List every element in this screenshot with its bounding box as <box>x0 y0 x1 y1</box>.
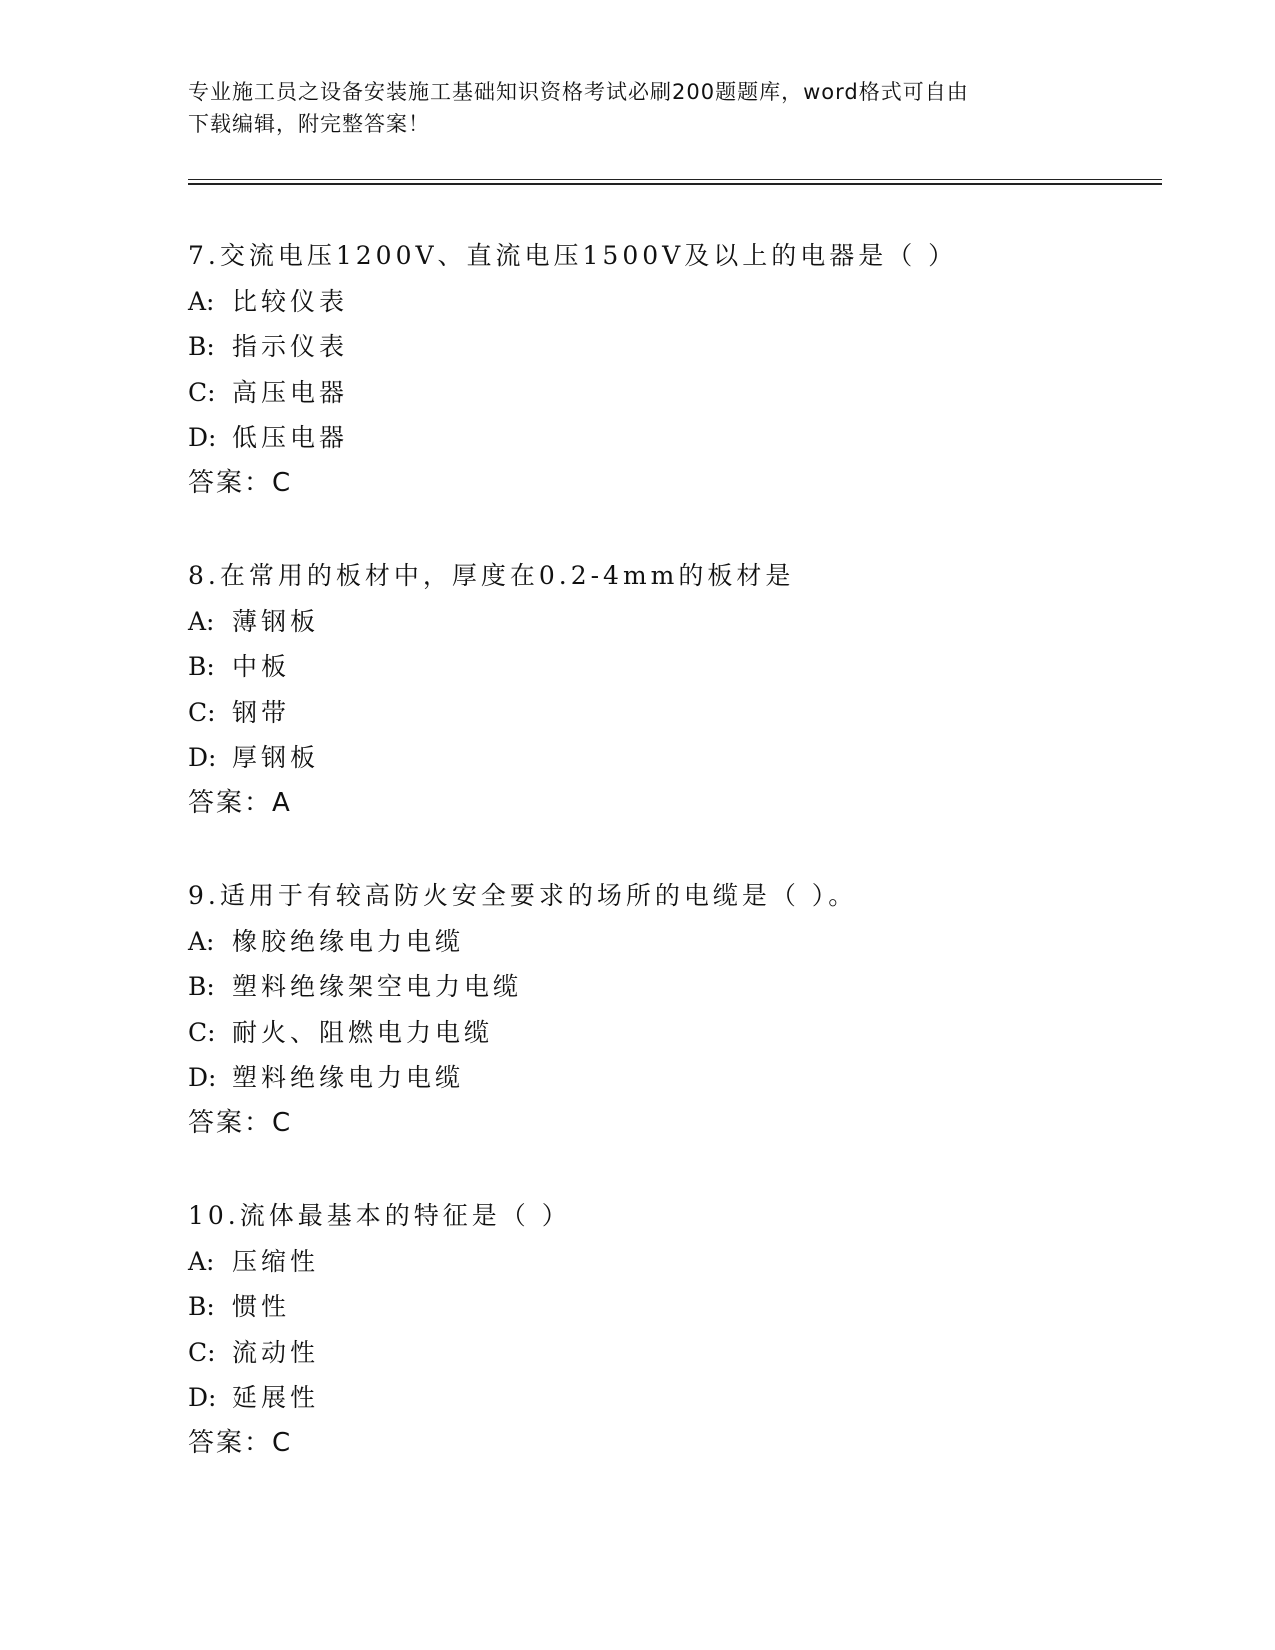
option-letter: C: <box>188 1017 216 1047</box>
option-text: 指示仪表 <box>232 332 349 362</box>
option-text: 低压电器 <box>232 423 349 453</box>
option-c <box>188 370 1168 416</box>
option-text: 高压电器 <box>232 377 349 407</box>
option-d <box>188 735 1168 781</box>
option-text: 塑料绝缘架空电力电缆 <box>232 972 523 1002</box>
option-a <box>188 279 1168 325</box>
question-stem: 8.在常用的板材中，厚度在0.2-4mm的板材是 <box>188 561 795 590</box>
option-text: 橡胶绝缘电力电缆 <box>232 926 465 956</box>
option-letter: B: <box>188 332 215 362</box>
option-text: 流动性 <box>232 1337 320 1367</box>
option-b <box>188 1284 1168 1330</box>
option-text: 压缩性 <box>232 1246 320 1276</box>
option-text: 薄钢板 <box>232 606 320 636</box>
header-line-2: 下载编辑，附完整答案！ <box>188 112 430 136</box>
option-letter: B: <box>188 1292 215 1322</box>
question-block <box>188 553 1168 827</box>
option-letter: B: <box>188 972 215 1002</box>
header-line-1: 专业施工员之设备安装施工基础知识资格考试必刷200题题库，word格式可自由 <box>188 80 969 104</box>
option-letter: D: <box>188 743 217 773</box>
option-d <box>188 1055 1168 1101</box>
option-letter: A: <box>188 926 215 956</box>
option-d <box>188 1375 1168 1421</box>
option-text: 中板 <box>232 652 291 682</box>
option-b <box>188 644 1168 690</box>
question-block <box>188 233 1168 507</box>
option-a <box>188 1239 1168 1285</box>
question-stem: 9.适用于有较高防火安全要求的场所的电缆是（ ）。 <box>188 881 858 910</box>
option-text: 厚钢板 <box>232 743 320 773</box>
option-letter: D: <box>188 423 217 453</box>
option-letter: B: <box>188 652 215 682</box>
question-block <box>188 873 1168 1147</box>
option-letter: C: <box>188 1337 216 1367</box>
answer-line: 答案：C <box>188 1107 293 1138</box>
option-letter: A: <box>188 286 215 316</box>
option-c <box>188 690 1168 736</box>
option-b <box>188 964 1168 1010</box>
option-letter: A: <box>188 1246 215 1276</box>
option-text: 比较仪表 <box>232 286 349 316</box>
option-text: 塑料绝缘电力电缆 <box>232 1063 465 1093</box>
option-letter: D: <box>188 1383 217 1413</box>
option-letter: D: <box>188 1063 217 1093</box>
answer-line: 答案：C <box>188 467 293 498</box>
header-divider-thick <box>188 183 1162 185</box>
option-text: 耐火、阻燃电力电缆 <box>232 1017 494 1047</box>
option-c <box>188 1330 1168 1376</box>
answer-line: 答案：C <box>188 1427 293 1458</box>
option-d <box>188 415 1168 461</box>
option-letter: C: <box>188 697 216 727</box>
option-a <box>188 599 1168 645</box>
option-b <box>188 324 1168 370</box>
option-letter: A: <box>188 606 215 636</box>
question-block <box>188 1193 1168 1467</box>
option-text: 延展性 <box>232 1383 320 1413</box>
question-stem: 7.交流电压1200V、直流电压1500V及以上的电器是（ ） <box>188 241 958 270</box>
option-a <box>188 919 1168 965</box>
option-letter: C: <box>188 377 216 407</box>
header-divider-thin <box>188 179 1162 180</box>
option-text: 钢带 <box>232 697 291 727</box>
question-stem: 10.流体最基本的特征是（ ） <box>188 1201 571 1230</box>
document-header <box>188 76 1088 140</box>
option-text: 惯性 <box>232 1292 291 1322</box>
answer-line: 答案：A <box>188 787 292 818</box>
option-c <box>188 1010 1168 1056</box>
